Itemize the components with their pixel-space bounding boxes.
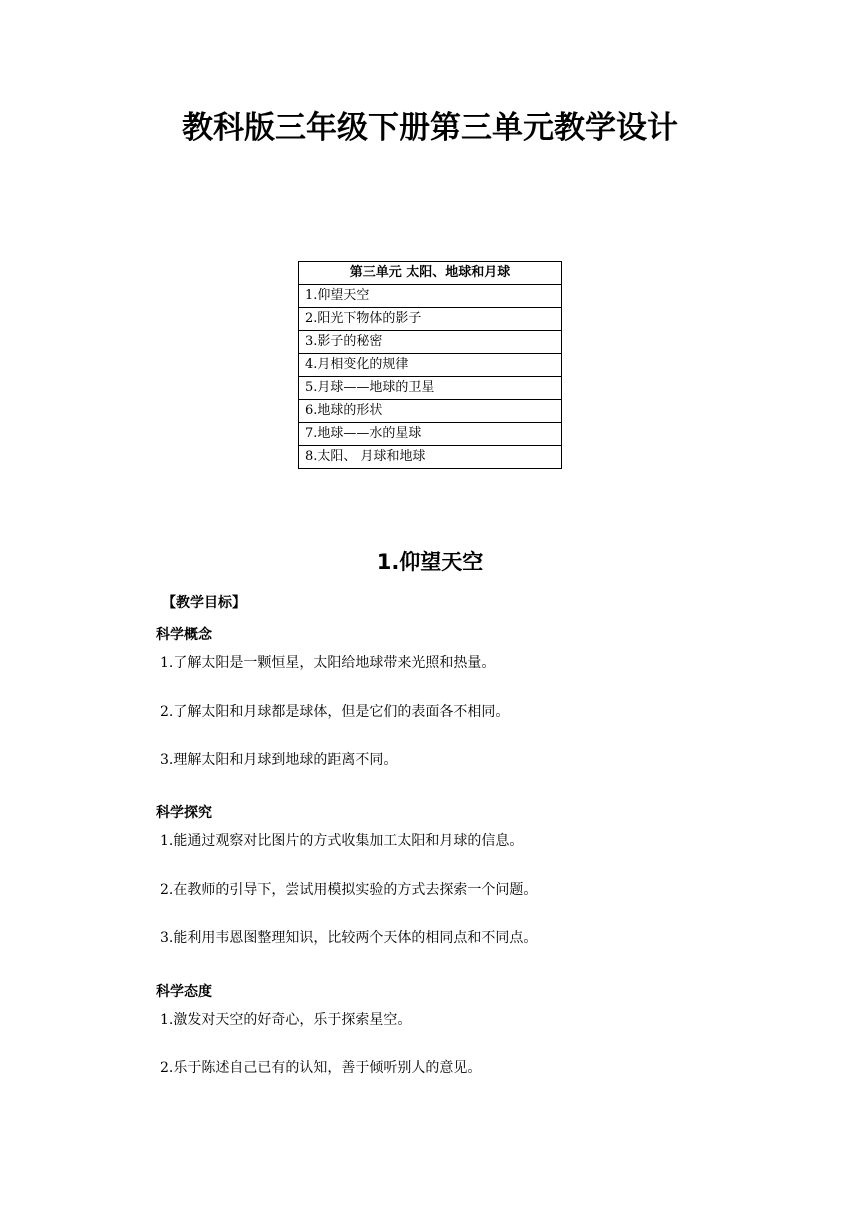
list-item: 2.在教师的引导下，尝试用模拟实验的方式去探索一个问题。 bbox=[160, 882, 538, 898]
list-item: 1.能通过观察对比图片的方式收集加工太阳和月球的信息。 bbox=[160, 833, 524, 849]
table-row bbox=[299, 285, 562, 308]
table-row bbox=[299, 354, 562, 377]
lesson-entry: 5.月球——地球的卫星 bbox=[299, 377, 562, 400]
list-item: 2.乐于陈述自己已有的认知，善于倾听别人的意见。 bbox=[160, 1060, 482, 1076]
unit-contents-table bbox=[298, 261, 562, 469]
table-row bbox=[299, 423, 562, 446]
table-header-row bbox=[299, 262, 562, 285]
table-row bbox=[299, 308, 562, 331]
teaching-goals-heading: 【教学目标】 bbox=[162, 595, 246, 611]
list-item: 1.激发对天空的好奇心，乐于探索星空。 bbox=[160, 1012, 412, 1028]
lesson-entry: 1.仰望天空 bbox=[299, 285, 562, 308]
lesson-title: 1.仰望天空 bbox=[376, 550, 484, 574]
list-item: 3.能利用韦恩图整理知识，比较两个天体的相同点和不同点。 bbox=[160, 930, 538, 946]
section-heading-science-concepts: 科学概念 bbox=[156, 627, 212, 643]
table-row bbox=[299, 446, 562, 469]
table-row bbox=[299, 400, 562, 423]
unit-header: 第三单元 太阳、地球和月球 bbox=[299, 262, 562, 285]
lesson-entry: 2.阳光下物体的影子 bbox=[299, 308, 562, 331]
lesson-entry: 4.月相变化的规律 bbox=[299, 354, 562, 377]
list-item: 1.了解太阳是一颗恒星，太阳给地球带来光照和热量。 bbox=[160, 655, 496, 671]
section-heading-science-inquiry: 科学探究 bbox=[156, 805, 212, 821]
document-title: 教科版三年级下册第三单元教学设计 bbox=[182, 110, 678, 146]
table-row bbox=[299, 377, 562, 400]
list-item: 3.理解太阳和月球到地球的距离不同。 bbox=[160, 752, 398, 768]
section-heading-science-attitude: 科学态度 bbox=[156, 984, 212, 1000]
list-item: 2.了解太阳和月球都是球体，但是它们的表面各不相同。 bbox=[160, 704, 510, 720]
lesson-entry: 6.地球的形状 bbox=[299, 400, 562, 423]
lesson-entry: 8.太阳、 月球和地球 bbox=[299, 446, 562, 469]
lesson-entry: 7.地球——水的星球 bbox=[299, 423, 562, 446]
lesson-entry: 3.影子的秘密 bbox=[299, 331, 562, 354]
table-row bbox=[299, 331, 562, 354]
